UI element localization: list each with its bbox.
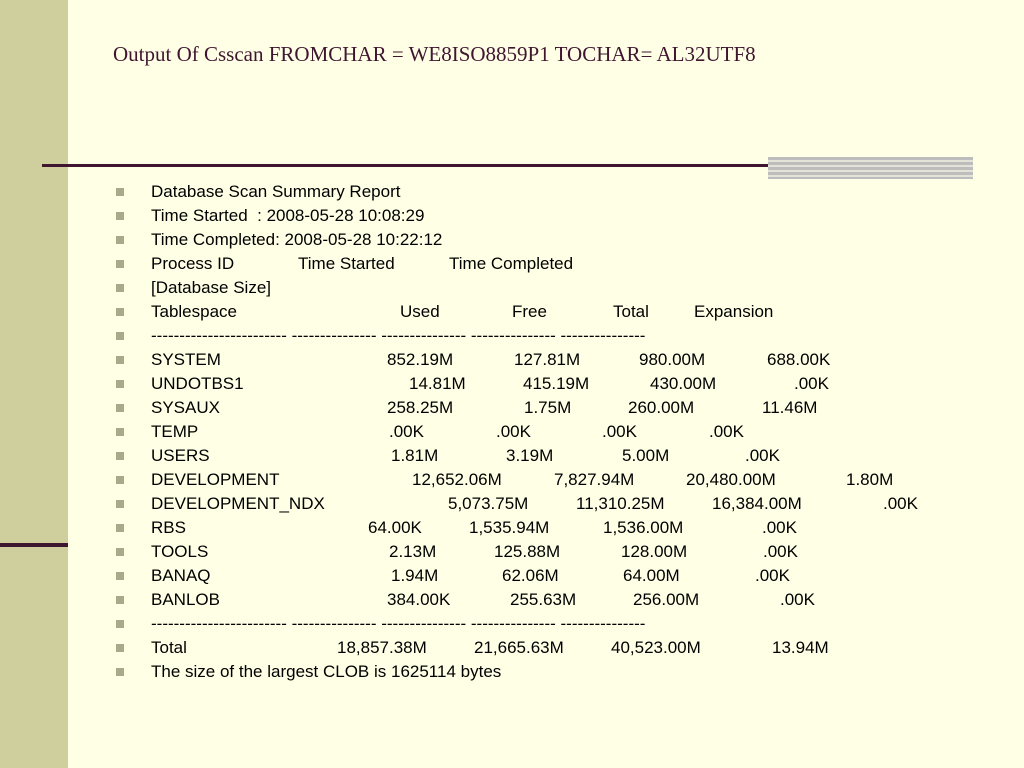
slide-title: Output Of Csscan FROMCHAR = WE8ISO8859P1 TOCHAR= AL32UTF8 xyxy=(113,42,756,66)
used-value: 5,073.75M xyxy=(448,494,529,513)
used-value: 384.00K xyxy=(387,590,451,609)
free-value: 125.88M xyxy=(494,542,561,561)
tablespace-name: TOOLS xyxy=(151,542,209,561)
expansion-value: 11.46M xyxy=(762,398,818,417)
tablespace-name: SYSTEM xyxy=(151,350,221,369)
tablespace-name: RBS xyxy=(151,518,186,537)
bullet-square-icon xyxy=(116,452,124,460)
bullet-square-icon xyxy=(116,356,124,364)
total-expansion-value: 13.94M xyxy=(772,638,829,657)
expansion-value: .00K xyxy=(883,494,918,513)
bullet-square-icon xyxy=(116,236,124,244)
free-value: 3.19M xyxy=(506,446,554,465)
bullet-square-icon xyxy=(116,404,124,412)
table-row xyxy=(0,516,1024,540)
total-value: 5.00M xyxy=(622,446,670,465)
bullet-square-icon xyxy=(116,428,124,436)
tablespace-name: TEMP xyxy=(151,422,199,441)
bullet-square-icon xyxy=(116,548,124,556)
free-value: 1.75M xyxy=(524,398,572,417)
clob-note-text: The size of the largest CLOB is 1625114 bytes xyxy=(151,662,502,681)
bullet-square-icon xyxy=(116,572,124,580)
process-id-header: Process ID xyxy=(151,254,235,273)
bullet-square-icon xyxy=(116,212,124,220)
time-started-text: Time Started : 2008-05-28 10:08:29 xyxy=(151,206,425,225)
total-value: 980.00M xyxy=(639,350,706,369)
free-value: .00K xyxy=(496,422,531,441)
bullet-square-icon xyxy=(116,500,124,508)
list-item xyxy=(0,228,1024,252)
tablespace-name: SYSAUX xyxy=(151,398,220,417)
total-value: 1,536.00M xyxy=(603,518,684,537)
summary-text: Database Scan Summary Report xyxy=(151,182,401,201)
total-free-value: 21,665.63M xyxy=(474,638,564,657)
bullet-square-icon xyxy=(116,332,124,340)
table-row xyxy=(0,444,1024,468)
total-value: 260.00M xyxy=(628,398,695,417)
separator-line: ------------------------ --------------- --------------- --------------- --------------- xyxy=(151,614,646,633)
expansion-value: .00K xyxy=(763,542,798,561)
tablespace-name: UNDOTBS1 xyxy=(151,374,244,393)
list-item xyxy=(0,252,1024,276)
free-value: 415.19M xyxy=(523,374,590,393)
table-row xyxy=(0,588,1024,612)
free-header: Free xyxy=(512,302,547,321)
total-value: 256.00M xyxy=(633,590,700,609)
total-value: 64.00M xyxy=(623,566,680,585)
separator-line: ------------------------ --------------- --------------- --------------- --------------- xyxy=(151,326,646,345)
total-value: 430.00M xyxy=(650,374,717,393)
expansion-value: .00K xyxy=(762,518,797,537)
list-item xyxy=(0,180,1024,204)
total-value: 16,384.00M xyxy=(712,494,802,513)
list-item xyxy=(0,660,1024,684)
expansion-value: .00K xyxy=(745,446,780,465)
tablespace-name: BANLOB xyxy=(151,590,220,609)
expansion-value: 1.80M xyxy=(846,470,894,489)
used-header: Used xyxy=(400,302,440,321)
expansion-value: .00K xyxy=(780,590,815,609)
free-value: 1,535.94M xyxy=(469,518,550,537)
bullet-square-icon xyxy=(116,644,124,652)
free-value: 127.81M xyxy=(514,350,581,369)
table-row xyxy=(0,348,1024,372)
total-value: .00K xyxy=(602,422,637,441)
table-header-row xyxy=(0,300,1024,324)
total-label: Total xyxy=(151,638,187,657)
table-row xyxy=(0,540,1024,564)
total-used-value: 18,857.38M xyxy=(337,638,427,657)
total-value: 128.00M xyxy=(621,542,688,561)
table-row xyxy=(0,396,1024,420)
time-started-header: Time Started xyxy=(298,254,395,273)
bullet-square-icon xyxy=(116,476,124,484)
time-completed-header: Time Completed xyxy=(449,254,574,273)
bullet-square-icon xyxy=(116,308,124,316)
tablespace-name: BANAQ xyxy=(151,566,211,585)
table-row xyxy=(0,420,1024,444)
table-row xyxy=(0,492,1024,516)
expansion-value: .00K xyxy=(709,422,744,441)
used-value: 1.81M xyxy=(391,446,439,465)
tablespace-name: DEVELOPMENT_NDX xyxy=(151,494,325,513)
free-value: 62.06M xyxy=(502,566,559,585)
used-value: 2.13M xyxy=(389,542,437,561)
used-value: 64.00K xyxy=(368,518,422,537)
table-row xyxy=(0,372,1024,396)
total-row xyxy=(0,636,1024,660)
bullet-square-icon xyxy=(116,260,124,268)
free-value: 11,310.25M xyxy=(576,494,665,513)
tablespace-name: DEVELOPMENT xyxy=(151,470,280,489)
expansion-value: 688.00K xyxy=(767,350,831,369)
free-value: 255.63M xyxy=(510,590,577,609)
bullet-square-icon xyxy=(116,380,124,388)
free-value: 7,827.94M xyxy=(554,470,635,489)
rule-decor-block xyxy=(768,157,973,179)
used-value: 852.19M xyxy=(387,350,454,369)
expansion-value: .00K xyxy=(755,566,790,585)
bullet-square-icon xyxy=(116,188,124,196)
bullet-list xyxy=(0,180,1024,684)
database-size-label: [Database Size] xyxy=(151,278,272,297)
list-item xyxy=(0,204,1024,228)
used-value: .00K xyxy=(389,422,424,441)
total-header: Total xyxy=(613,302,649,321)
used-value: 12,652.06M xyxy=(412,470,502,489)
table-row xyxy=(0,468,1024,492)
total-value: 20,480.00M xyxy=(686,470,776,489)
tablespace-header: Tablespace xyxy=(151,302,238,321)
list-item xyxy=(0,276,1024,300)
tablespace-name: USERS xyxy=(151,446,210,465)
used-value: 14.81M xyxy=(409,374,466,393)
used-value: 258.25M xyxy=(387,398,454,417)
separator-row xyxy=(0,324,1024,348)
bullet-square-icon xyxy=(116,284,124,292)
bullet-square-icon xyxy=(116,668,124,676)
expansion-value: .00K xyxy=(794,374,829,393)
separator-row xyxy=(0,612,1024,636)
bullet-square-icon xyxy=(116,524,124,532)
bullet-square-icon xyxy=(116,620,124,628)
time-completed-text: Time Completed: 2008-05-28 10:22:12 xyxy=(151,230,443,249)
table-row xyxy=(0,564,1024,588)
used-value: 1.94M xyxy=(391,566,439,585)
total-total-value: 40,523.00M xyxy=(611,638,701,657)
expansion-header: Expansion xyxy=(694,302,774,321)
bullet-square-icon xyxy=(116,596,124,604)
